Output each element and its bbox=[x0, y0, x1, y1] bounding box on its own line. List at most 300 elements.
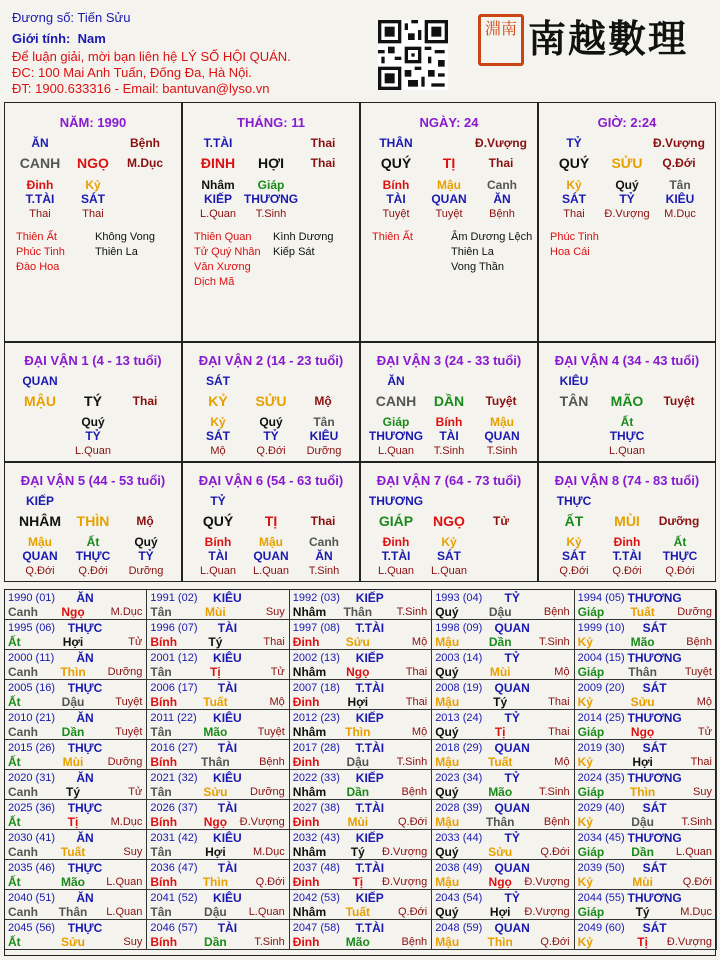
year-branch: Mùi bbox=[347, 815, 369, 829]
hidden-life-stage: Q.Đới bbox=[256, 445, 286, 457]
contact-line: Để luận giải, mời bạn liên hệ LÝ SỐ HỘI QUÁN. bbox=[12, 49, 291, 64]
year-label: 2005 (16) bbox=[8, 682, 56, 694]
hidden-life-stage: Đ.Vượng bbox=[604, 208, 650, 220]
year-ten-god: T.TÀI bbox=[355, 801, 385, 815]
year-stem: Canh bbox=[8, 725, 38, 739]
year-ten-god: KIẾP bbox=[355, 771, 384, 785]
year-stem: Mậu bbox=[435, 875, 460, 889]
pillar-panel bbox=[538, 102, 716, 342]
year-life-stage: Đ.Vượng bbox=[382, 876, 428, 888]
year-cell bbox=[575, 800, 717, 830]
auspicious-star: Tử Quý Nhân bbox=[194, 246, 261, 258]
hidden-ten-god: SÁT bbox=[437, 549, 461, 563]
pillar-title: NĂM: 1990 bbox=[59, 115, 127, 130]
year-ten-god: TỶ bbox=[504, 591, 520, 605]
year-branch: Dần bbox=[61, 725, 85, 739]
year-stem: Bính bbox=[150, 755, 178, 769]
year-stem: Bính bbox=[150, 875, 178, 889]
year-cell bbox=[575, 770, 717, 800]
year-stem: Đinh bbox=[292, 635, 320, 649]
year-life-stage: Đ.Vượng bbox=[666, 936, 712, 948]
hidden-stem: Đinh bbox=[26, 178, 54, 192]
hidden-stem: Kỷ bbox=[85, 178, 101, 192]
year-label: 2016 (27) bbox=[150, 742, 198, 754]
year-branch: Tý bbox=[493, 695, 508, 709]
year-life-stage: Tử bbox=[697, 726, 712, 738]
year-stem: Nhâm bbox=[292, 665, 327, 679]
year-stem: Mậu bbox=[435, 635, 460, 649]
hidden-ten-god: T.TÀI bbox=[381, 549, 411, 563]
year-life-stage: M.Dục bbox=[110, 606, 143, 618]
hidden-life-stage: L.Quan bbox=[377, 445, 415, 457]
year-branch: Thìn bbox=[487, 935, 513, 949]
year-stem: Tân bbox=[150, 785, 172, 799]
year-branch: Dần bbox=[488, 635, 512, 649]
earthly-branch: TỊ bbox=[264, 513, 278, 529]
year-life-stage: Bệnh bbox=[259, 756, 285, 768]
year-cell bbox=[147, 590, 289, 620]
hidden-life-stage: T.Sinh bbox=[486, 445, 518, 457]
hidden-stem: Mậu bbox=[28, 535, 52, 549]
pillar-title: NGÀY: 24 bbox=[419, 115, 479, 130]
year-cell bbox=[5, 830, 147, 860]
year-label: 2013 (24) bbox=[435, 712, 483, 724]
year-stem: Ất bbox=[8, 935, 21, 949]
year-life-stage: M.Dục bbox=[680, 906, 712, 918]
year-label: 2048 (59) bbox=[435, 922, 483, 934]
year-label: 2037 (48) bbox=[292, 862, 340, 874]
year-branch: Dậu bbox=[346, 755, 370, 769]
pillar-title: GIỜ: 2:24 bbox=[597, 115, 657, 130]
year-branch: Mão bbox=[488, 785, 513, 799]
year-life-stage: Suy bbox=[693, 786, 712, 798]
year-branch: Dậu bbox=[631, 815, 654, 829]
heavenly-stem: GIÁP bbox=[378, 513, 414, 529]
year-branch: Thân bbox=[201, 755, 230, 769]
year-life-stage: Tuyệt bbox=[684, 666, 712, 678]
year-life-stage: Mộ bbox=[554, 666, 570, 678]
year-branch: Ngọ bbox=[346, 665, 370, 679]
hidden-life-stage: L.Quan bbox=[430, 565, 468, 577]
dai-van-panel bbox=[360, 342, 538, 462]
hidden-stem: Kỷ bbox=[566, 178, 582, 192]
year-cell bbox=[432, 740, 574, 770]
year-branch: Tuất bbox=[60, 845, 86, 859]
year-ten-god: TỶ bbox=[504, 711, 520, 725]
year-branch: Ngọ bbox=[61, 605, 85, 619]
year-label: 2019 (30) bbox=[577, 742, 625, 754]
year-stem: Đinh bbox=[292, 695, 320, 709]
year-stem: Đinh bbox=[292, 875, 320, 889]
year-branch: Ngọ bbox=[488, 875, 512, 889]
year-life-stage: Q.Đới bbox=[397, 816, 428, 828]
header bbox=[0, 0, 720, 100]
year-branch: Tuất bbox=[487, 755, 513, 769]
year-label: 2009 (20) bbox=[577, 682, 625, 694]
year-stem: Bính bbox=[150, 695, 178, 709]
year-cell bbox=[290, 650, 432, 680]
year-life-stage: Đ.Vượng bbox=[524, 906, 570, 918]
hidden-ten-god: TỶ bbox=[85, 429, 101, 443]
year-stem: Giáp bbox=[577, 845, 605, 859]
hidden-ten-god: TÀI bbox=[208, 549, 228, 563]
hidden-stem: Canh bbox=[487, 178, 517, 192]
year-ten-god: THỰC bbox=[67, 621, 103, 635]
year-cell bbox=[432, 800, 574, 830]
year-life-stage: Q.Đới bbox=[682, 876, 712, 888]
year-stem: Đinh bbox=[292, 755, 320, 769]
year-ten-god: QUAN bbox=[494, 681, 530, 695]
life-stage: Q.Đới bbox=[662, 156, 696, 170]
hidden-ten-god: THỰC bbox=[662, 549, 698, 563]
year-ten-god: ĂN bbox=[76, 771, 94, 785]
hidden-ten-god: TỶ bbox=[138, 549, 154, 563]
year-stem: Nhâm bbox=[292, 605, 327, 619]
year-stem: Canh bbox=[8, 845, 38, 859]
year-ten-god: QUAN bbox=[494, 621, 530, 635]
year-cell bbox=[290, 590, 432, 620]
hidden-ten-god: QUAN bbox=[253, 549, 289, 563]
year-life-stage: Thai bbox=[548, 726, 570, 738]
year-stem: Mậu bbox=[435, 935, 460, 949]
hidden-stem: Quý bbox=[615, 178, 639, 192]
inauspicious-star: Thiên La bbox=[95, 246, 138, 258]
year-cell bbox=[5, 860, 147, 890]
hidden-ten-god: THƯƠNG bbox=[368, 429, 424, 443]
year-ten-god: QUAN bbox=[494, 741, 530, 755]
year-life-stage: Dưỡng bbox=[677, 606, 712, 618]
hidden-life-stage: Tuyệt bbox=[435, 208, 463, 220]
year-ten-god: TÀI bbox=[217, 861, 238, 875]
hidden-life-stage: L.Quan bbox=[377, 565, 415, 577]
hidden-stem: Ất bbox=[86, 535, 100, 549]
hidden-ten-god: KIÊU bbox=[309, 429, 339, 443]
year-branch: Tý bbox=[208, 635, 223, 649]
hidden-life-stage: Thai bbox=[82, 208, 104, 220]
year-label: 1995 (06) bbox=[8, 622, 56, 634]
year-life-stage: Mộ bbox=[554, 756, 570, 768]
year-stem: Kỷ bbox=[577, 935, 593, 949]
hidden-stem: Quý bbox=[81, 415, 105, 429]
year-stem: Mậu bbox=[435, 815, 460, 829]
dai-van-title: ĐẠI VẬN 6 (54 - 63 tuổi) bbox=[198, 473, 344, 488]
year-ten-god: TÀI bbox=[217, 741, 238, 755]
hidden-life-stage: Thai bbox=[563, 208, 585, 220]
year-cell bbox=[147, 680, 289, 710]
year-cell bbox=[147, 830, 289, 860]
year-stem: Mậu bbox=[435, 695, 460, 709]
year-label: 2035 (46) bbox=[8, 862, 56, 874]
auspicious-star: Thiên Ất bbox=[16, 231, 57, 243]
year-branch: Hợi bbox=[347, 695, 369, 709]
year-cell bbox=[432, 620, 574, 650]
hidden-life-stage: L.Quan bbox=[608, 445, 646, 457]
year-label: 2000 (11) bbox=[8, 652, 55, 664]
year-life-stage: Dưỡng bbox=[107, 666, 143, 678]
year-life-stage: Q.Đới bbox=[255, 876, 285, 888]
year-life-stage: L.Quan bbox=[106, 906, 143, 918]
life-stage: Tử bbox=[492, 514, 510, 528]
year-ten-god: KIẾP bbox=[355, 651, 384, 665]
year-label: 2010 (21) bbox=[8, 712, 56, 724]
hidden-ten-god: SÁT bbox=[81, 192, 105, 206]
hidden-stem: Canh bbox=[309, 535, 339, 549]
year-stem: Ất bbox=[8, 875, 21, 889]
year-cell bbox=[575, 920, 717, 950]
year-life-stage: Đ.Vượng bbox=[239, 816, 285, 828]
year-cell bbox=[290, 620, 432, 650]
year-label: 1996 (07) bbox=[150, 622, 198, 634]
dai-van-panel bbox=[4, 342, 182, 462]
year-cell bbox=[432, 920, 574, 950]
year-ten-god: THỰC bbox=[67, 801, 103, 815]
hidden-life-stage: Dưỡng bbox=[128, 565, 164, 577]
year-stem: Kỷ bbox=[577, 815, 593, 829]
dai-van-panel bbox=[4, 462, 182, 582]
hidden-stem: Mậu bbox=[437, 178, 461, 192]
inauspicious-star: Kình Dương bbox=[273, 231, 334, 243]
year-label: 2004 (15) bbox=[577, 652, 625, 664]
hidden-ten-god: T.TÀI bbox=[25, 192, 55, 206]
year-branch: Sửu bbox=[630, 695, 655, 709]
ten-god-label: TỶ bbox=[210, 494, 226, 508]
hidden-stem: Giáp bbox=[382, 415, 410, 429]
year-branch: Tý bbox=[635, 905, 650, 919]
heavenly-stem: CANH bbox=[375, 393, 417, 409]
dai-van-title: ĐẠI VẬN 7 (64 - 73 tuổi) bbox=[376, 473, 522, 488]
year-cell bbox=[290, 740, 432, 770]
year-ten-god: SÁT bbox=[642, 621, 667, 635]
year-branch: Thìn bbox=[202, 875, 229, 889]
year-stem: Nhâm bbox=[292, 725, 327, 739]
hidden-life-stage: Q.Đới bbox=[78, 565, 108, 577]
year-branch: Dần bbox=[631, 845, 654, 859]
year-branch: Dần bbox=[346, 785, 370, 799]
year-label: 1991 (02) bbox=[150, 592, 198, 604]
year-cell bbox=[5, 800, 147, 830]
dai-van-title: ĐẠI VẬN 2 (14 - 23 tuổi) bbox=[198, 353, 344, 368]
ten-god-label: T.TÀI bbox=[203, 136, 233, 150]
year-label: 2008 (19) bbox=[435, 682, 483, 694]
hidden-ten-god: THƯƠNG bbox=[243, 192, 299, 206]
ten-god-label: ĂN bbox=[387, 374, 405, 388]
year-life-stage: Đ.Vượng bbox=[524, 876, 570, 888]
year-cell bbox=[575, 710, 717, 740]
year-cell bbox=[432, 860, 574, 890]
hidden-life-stage: Tuyệt bbox=[382, 208, 410, 220]
year-ten-god: KIÊU bbox=[213, 771, 242, 785]
life-stage: Tuyệt bbox=[663, 394, 695, 408]
year-ten-god: KIẾP bbox=[355, 831, 384, 845]
year-stem: Giáp bbox=[577, 605, 605, 619]
inauspicious-star: Không Vong bbox=[95, 231, 155, 243]
dai-van-panel bbox=[538, 342, 716, 462]
year-stem: Kỷ bbox=[577, 635, 593, 649]
year-cell bbox=[432, 770, 574, 800]
year-life-stage: Bệnh bbox=[401, 936, 428, 948]
address-line: ĐC: 100 Mai Anh Tuấn, Đống Đa, Hà Nội. bbox=[12, 65, 252, 80]
inauspicious-star: Vong Thần bbox=[451, 261, 505, 273]
hidden-life-stage: T.Sinh bbox=[255, 208, 287, 220]
life-stage: Thai bbox=[310, 136, 336, 150]
year-label: 2033 (44) bbox=[435, 832, 483, 844]
year-label: 2012 (23) bbox=[292, 712, 340, 724]
hidden-stem: Kỷ bbox=[566, 535, 582, 549]
year-branch: Sửu bbox=[203, 785, 228, 799]
hidden-stem: Nhâm bbox=[201, 178, 235, 192]
year-cell bbox=[432, 680, 574, 710]
hidden-life-stage: Dưỡng bbox=[306, 445, 342, 457]
year-life-stage: M.Dục bbox=[253, 846, 285, 858]
year-stem: Tân bbox=[150, 725, 172, 739]
year-life-stage: Mộ bbox=[411, 726, 428, 738]
year-stem: Giáp bbox=[577, 725, 605, 739]
year-cell bbox=[432, 890, 574, 920]
year-label: 2026 (37) bbox=[150, 802, 198, 814]
dai-van-panel bbox=[538, 462, 716, 582]
earthly-branch: THÌN bbox=[76, 513, 110, 529]
dai-van-panel bbox=[182, 342, 360, 462]
year-stem: Tân bbox=[150, 665, 172, 679]
year-stem: Quý bbox=[435, 905, 459, 919]
year-ten-god: ĂN bbox=[76, 711, 94, 725]
year-cell bbox=[575, 890, 717, 920]
year-ten-god: TỶ bbox=[504, 831, 520, 845]
year-cell bbox=[147, 860, 289, 890]
year-label: 2030 (41) bbox=[8, 832, 56, 844]
hidden-life-stage: L.Quan bbox=[74, 445, 112, 457]
earthly-branch: DẦN bbox=[433, 393, 465, 409]
year-ten-god: KIẾP bbox=[355, 891, 384, 905]
hidden-life-stage: Q.Đới bbox=[559, 565, 589, 577]
earthly-branch: SỬU bbox=[611, 155, 643, 171]
year-stem: Ất bbox=[8, 755, 21, 769]
year-life-stage: M.Dục bbox=[110, 816, 143, 828]
year-branch: Dậu bbox=[488, 605, 512, 619]
year-branch: Tuất bbox=[630, 605, 655, 619]
hidden-ten-god: KIẾP bbox=[203, 192, 233, 206]
year-cell bbox=[147, 770, 289, 800]
hidden-stem: Ất bbox=[673, 535, 687, 549]
year-label: 2015 (26) bbox=[8, 742, 56, 754]
heavenly-stem: QUÝ bbox=[380, 155, 412, 171]
year-branch: Dần bbox=[204, 935, 227, 949]
hidden-life-stage: M.Dục bbox=[664, 208, 696, 220]
life-stage: Đ.Vượng bbox=[653, 136, 705, 150]
heavenly-stem: QUÝ bbox=[558, 155, 590, 171]
year-stem: Đinh bbox=[292, 815, 320, 829]
year-label: 2023 (34) bbox=[435, 772, 483, 784]
year-label: 1997 (08) bbox=[292, 622, 340, 634]
heavenly-stem: NHÂM bbox=[19, 513, 61, 529]
hidden-ten-god: SÁT bbox=[206, 429, 230, 443]
year-label: 2044 (55) bbox=[577, 892, 625, 904]
year-branch: Mão bbox=[630, 635, 655, 649]
hidden-ten-god: THỰC bbox=[75, 549, 111, 563]
hidden-life-stage: Mộ bbox=[210, 445, 226, 457]
year-ten-god: QUAN bbox=[494, 921, 530, 935]
year-stem: Bính bbox=[150, 935, 178, 949]
year-label: 1990 (01) bbox=[8, 592, 56, 604]
year-stem: Canh bbox=[8, 665, 38, 679]
year-life-stage: Suy bbox=[265, 606, 285, 618]
hidden-ten-god: T.TÀI bbox=[612, 549, 642, 563]
year-ten-god: KIÊU bbox=[213, 651, 242, 665]
heavenly-stem: TÂN bbox=[559, 393, 589, 409]
phone-email-line: ĐT: 1900.633316 - Email: bantuvan@lyso.vn bbox=[12, 81, 270, 96]
life-stage: Thai bbox=[310, 156, 336, 170]
year-life-stage: Dưỡng bbox=[107, 756, 143, 768]
year-cell bbox=[432, 830, 574, 860]
year-cell bbox=[290, 890, 432, 920]
year-life-stage: Suy bbox=[123, 936, 143, 948]
life-stage: Đ.Vượng bbox=[475, 136, 527, 150]
auspicious-star: Hoa Cái bbox=[550, 246, 590, 258]
year-ten-god: QUAN bbox=[494, 861, 530, 875]
year-stem: Quý bbox=[435, 665, 459, 679]
auspicious-star: Văn Xương bbox=[194, 261, 251, 273]
ten-god-label: THỰC bbox=[556, 494, 592, 508]
year-branch: Tuất bbox=[345, 905, 371, 919]
year-label: 1994 (05) bbox=[577, 592, 625, 604]
life-stage: Dưỡng bbox=[658, 514, 700, 528]
year-cell bbox=[5, 650, 147, 680]
year-ten-god: SÁT bbox=[642, 861, 667, 875]
year-label: 2038 (49) bbox=[435, 862, 483, 874]
heavenly-stem: KỶ bbox=[208, 393, 228, 409]
year-cell bbox=[290, 860, 432, 890]
year-ten-god: ĂN bbox=[76, 651, 94, 665]
life-stage: Bệnh bbox=[130, 136, 160, 150]
year-ten-god: SÁT bbox=[642, 741, 667, 755]
hidden-ten-god: THỰC bbox=[609, 429, 645, 443]
hidden-ten-god: TỶ bbox=[263, 429, 279, 443]
earthly-branch: MÙI bbox=[614, 513, 640, 529]
life-stage: Mộ bbox=[314, 394, 332, 408]
year-life-stage: Tuyệt bbox=[257, 726, 285, 738]
pillar-panel bbox=[360, 102, 538, 342]
year-label: 2028 (39) bbox=[435, 802, 483, 814]
year-cell bbox=[147, 740, 289, 770]
auspicious-star: Dịch Mã bbox=[194, 276, 235, 288]
year-label: 1999 (10) bbox=[577, 622, 625, 634]
year-stem: Nhâm bbox=[292, 785, 327, 799]
year-stem: Quý bbox=[435, 785, 459, 799]
year-stem: Mậu bbox=[435, 755, 460, 769]
year-life-stage: Mộ bbox=[269, 696, 285, 708]
year-stem: Tân bbox=[150, 905, 172, 919]
year-stem: Kỷ bbox=[577, 875, 593, 889]
year-ten-god: ĂN bbox=[76, 591, 94, 605]
year-stem: Kỷ bbox=[577, 755, 593, 769]
year-branch: Sửu bbox=[345, 635, 370, 649]
year-cell bbox=[290, 920, 432, 950]
year-cell bbox=[5, 890, 147, 920]
dai-van-title: ĐẠI VẬN 8 (74 - 83 tuổi) bbox=[554, 473, 700, 488]
year-stem: Kỷ bbox=[577, 695, 593, 709]
heavenly-stem: MẬU bbox=[24, 393, 56, 409]
year-ten-god: T.TÀI bbox=[355, 741, 385, 755]
year-ten-god: TỶ bbox=[504, 651, 520, 665]
year-cell bbox=[147, 710, 289, 740]
hidden-stem: Mậu bbox=[259, 535, 283, 549]
year-life-stage: Thai bbox=[405, 696, 428, 708]
year-life-stage: Tuyệt bbox=[115, 726, 143, 738]
year-label: 2003 (14) bbox=[435, 652, 483, 664]
year-label: 2018 (29) bbox=[435, 742, 483, 754]
year-ten-god: KIẾP bbox=[355, 711, 384, 725]
year-label: 2031 (42) bbox=[150, 832, 198, 844]
